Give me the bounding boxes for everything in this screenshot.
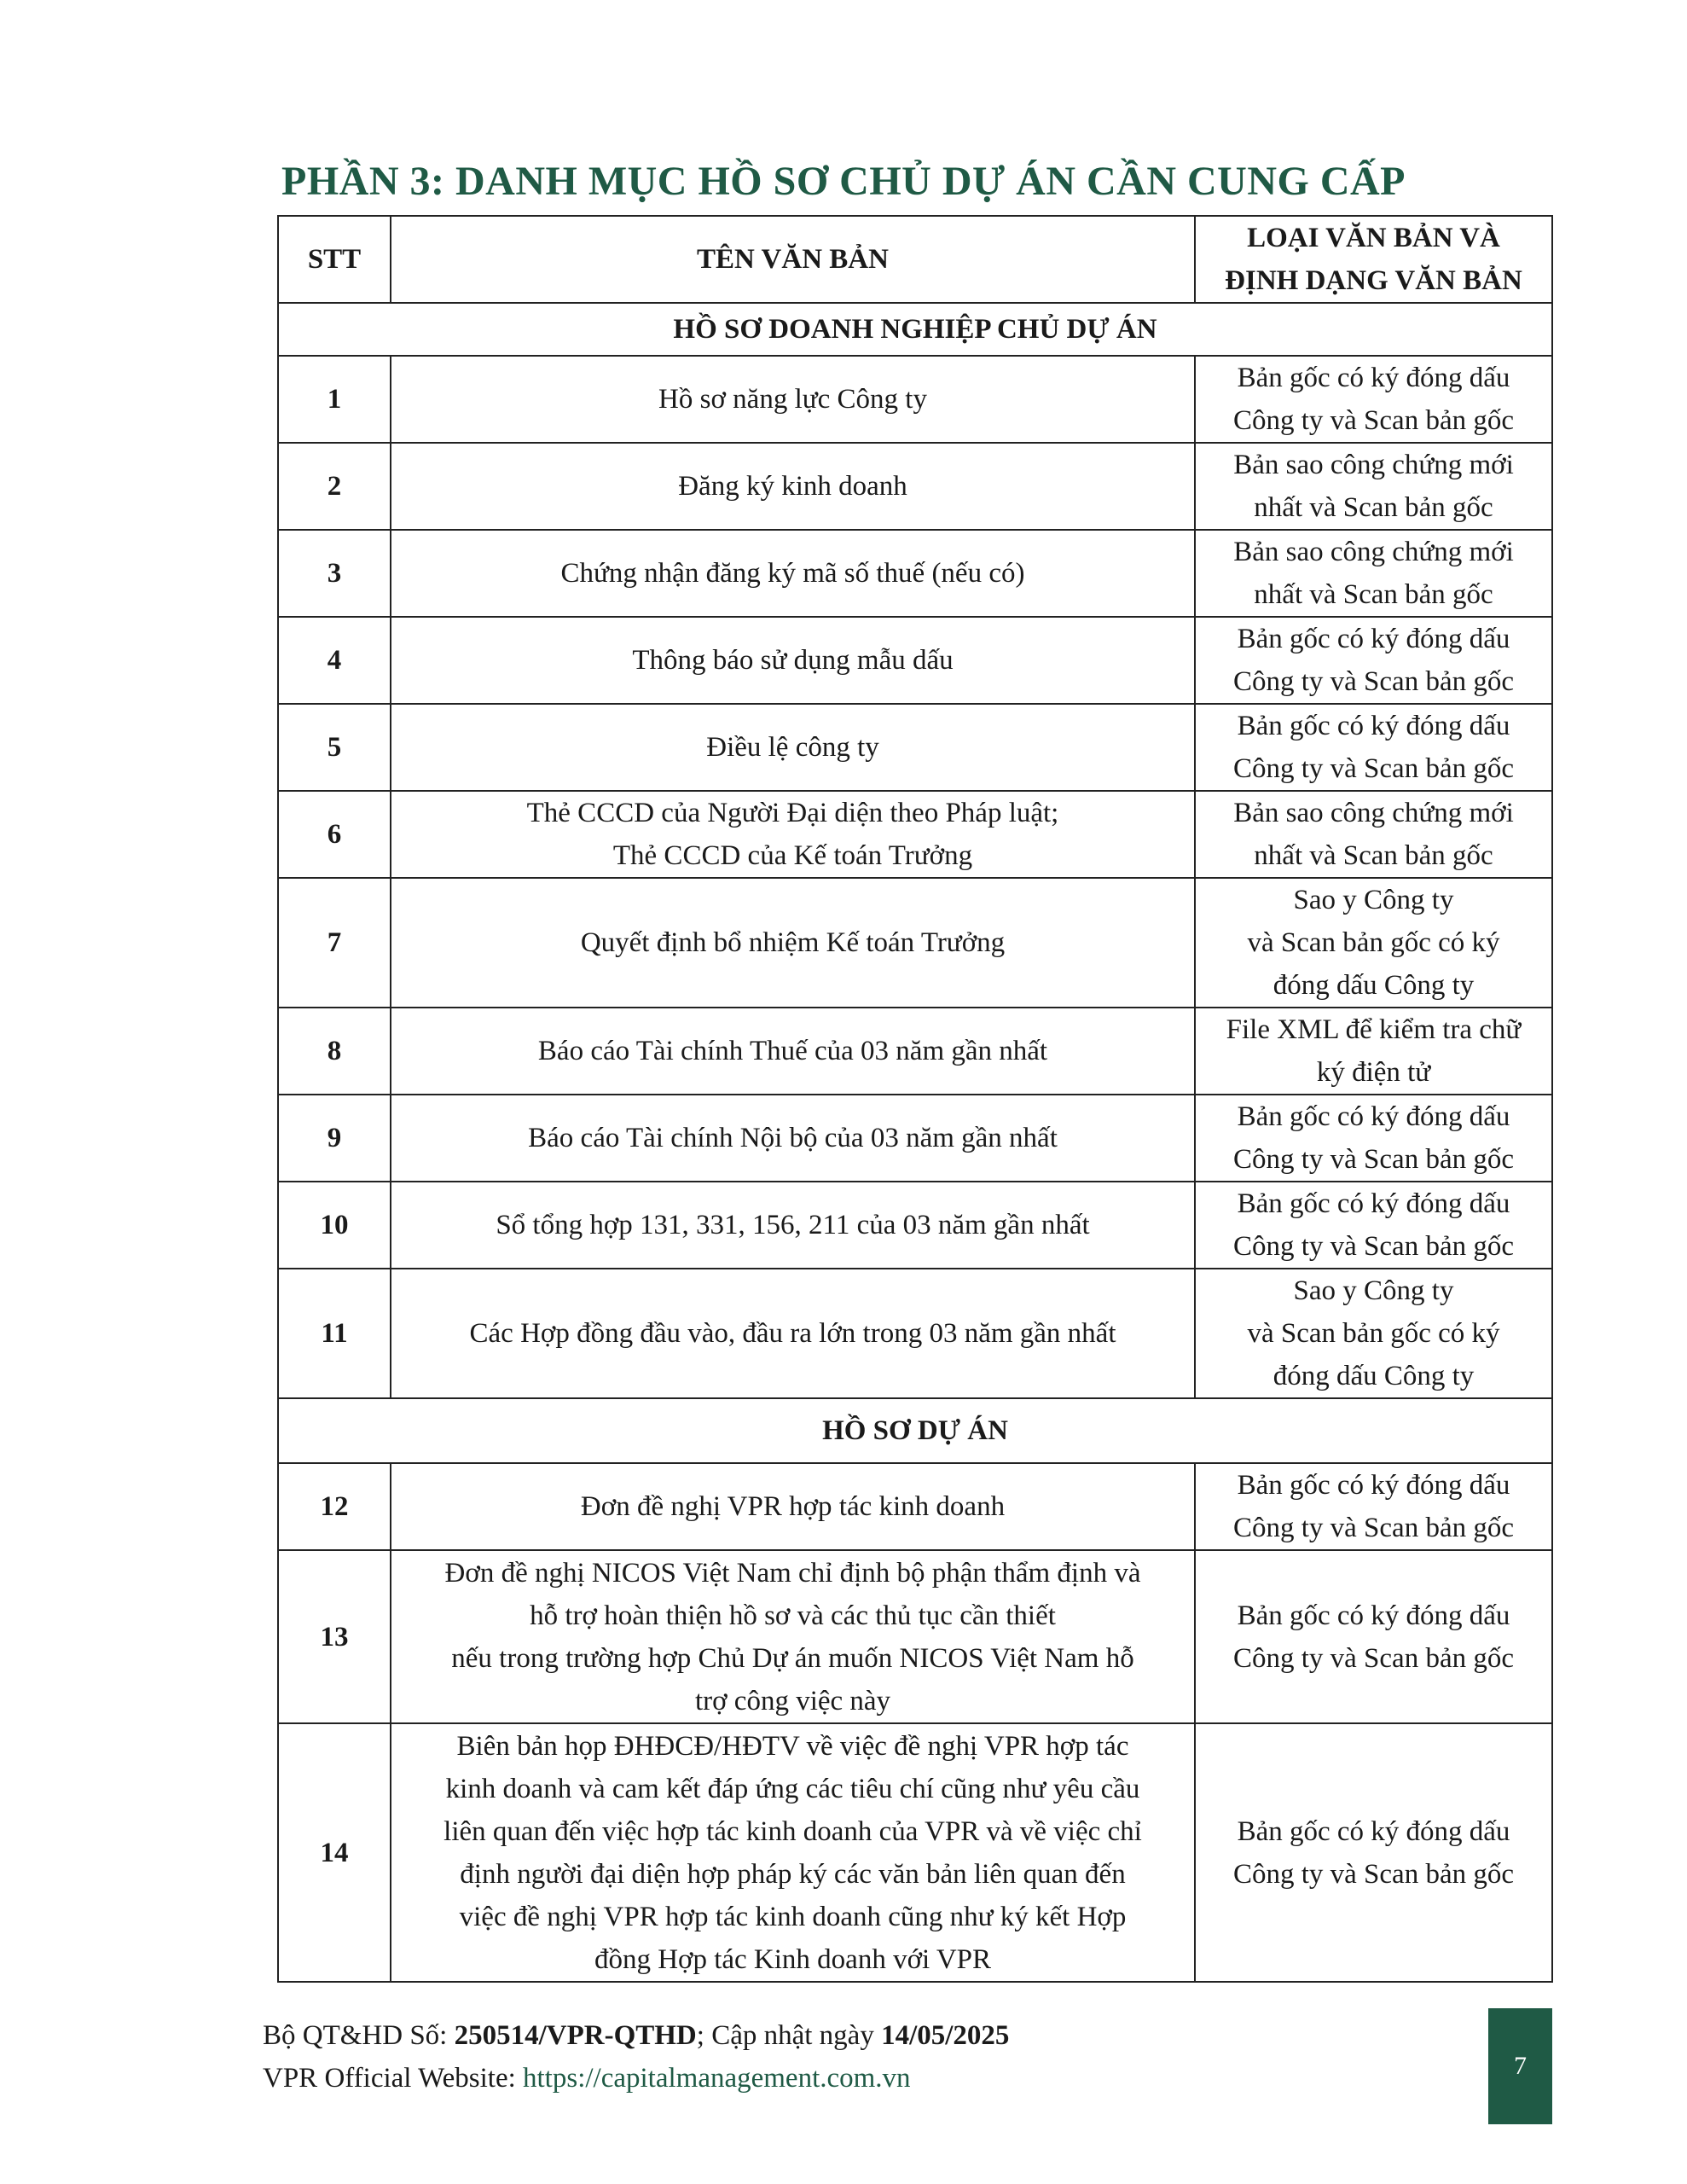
row-name: Sổ tổng hợp 131, 331, 156, 211 của 03 năm gần nhất <box>391 1182 1195 1269</box>
page-number: 7 <box>1488 2008 1552 2124</box>
table-row <box>278 1269 1552 1398</box>
header-type <box>1195 216 1552 303</box>
row-stt: 11 <box>278 1269 391 1398</box>
row-type: Sao y Công ty và Scan bản gốc có ký đóng dấu Công ty <box>1195 1269 1552 1398</box>
row-stt: 9 <box>278 1095 391 1182</box>
row-name: Báo cáo Tài chính Nội bộ của 03 năm gần nhất <box>391 1095 1195 1182</box>
row-type: Bản sao công chứng mới nhất và Scan bản gốc <box>1195 443 1552 530</box>
table-header-row <box>278 216 1552 303</box>
row-type: File XML để kiểm tra chữ ký điện tử <box>1195 1008 1552 1095</box>
row-stt: 12 <box>278 1463 391 1550</box>
row-type: Bản gốc có ký đóng dấu Công ty và Scan bản gốc <box>1195 1723 1552 1982</box>
footer-doc-info <box>263 2020 1009 2052</box>
row-type: Bản gốc có ký đóng dấu Công ty và Scan bản gốc <box>1195 704 1552 791</box>
row-stt: 8 <box>278 1008 391 1095</box>
table-row <box>278 1723 1552 1982</box>
table-row <box>278 1095 1552 1182</box>
document-table <box>277 215 1553 1983</box>
table-row <box>278 617 1552 704</box>
footer-date: 14/05/2025 <box>881 2020 1010 2051</box>
row-stt: 6 <box>278 791 391 878</box>
footer-website <box>263 2063 911 2094</box>
row-type: Bản gốc có ký đóng dấu Công ty và Scan bản gốc <box>1195 1095 1552 1182</box>
section-row <box>278 1398 1552 1463</box>
header-name: TÊN VĂN BẢN <box>391 216 1195 303</box>
footer-doc-number: 250514/VPR-QTHD <box>454 2020 697 2051</box>
row-name: Đơn đề nghị NICOS Việt Nam chỉ định bộ phận thẩm định và hỗ trợ hoàn thiện hồ sơ và các thủ tục cần thiết nếu trong trường hợp Chủ Dự án muốn NICOS Việt Nam hỗ trợ công việc này <box>391 1550 1195 1723</box>
row-name: Hồ sơ năng lực Công ty <box>391 356 1195 443</box>
row-name: Đơn đề nghị VPR hợp tác kinh doanh <box>391 1463 1195 1550</box>
row-stt: 2 <box>278 443 391 530</box>
row-name: Các Hợp đồng đầu vào, đầu ra lớn trong 03 năm gần nhất <box>391 1269 1195 1398</box>
header-type-line2: ĐỊNH DẠNG VĂN BẢN <box>1225 265 1522 296</box>
row-name: Đăng ký kinh doanh <box>391 443 1195 530</box>
row-name: Chứng nhận đăng ký mã số thuế (nếu có) <box>391 530 1195 617</box>
table-row <box>278 791 1552 878</box>
row-stt: 1 <box>278 356 391 443</box>
row-type: Bản gốc có ký đóng dấu Công ty và Scan bản gốc <box>1195 356 1552 443</box>
row-name: Thẻ CCCD của Người Đại diện theo Pháp luật; Thẻ CCCD của Kế toán Trưởng <box>391 791 1195 878</box>
table-row <box>278 1182 1552 1269</box>
row-type: Bản gốc có ký đóng dấu Công ty và Scan bản gốc <box>1195 1463 1552 1550</box>
footer-update-label: ; Cập nhật ngày <box>696 2020 882 2051</box>
row-name: Thông báo sử dụng mẫu dấu <box>391 617 1195 704</box>
table-row <box>278 1550 1552 1723</box>
row-stt: 10 <box>278 1182 391 1269</box>
row-type: Bản gốc có ký đóng dấu Công ty và Scan bản gốc <box>1195 1550 1552 1723</box>
table-row <box>278 530 1552 617</box>
table-row <box>278 356 1552 443</box>
section-title: HỒ SƠ DỰ ÁN <box>278 1398 1552 1463</box>
row-type: Bản sao công chứng mới nhất và Scan bản gốc <box>1195 791 1552 878</box>
row-type: Sao y Công ty và Scan bản gốc có ký đóng dấu Công ty <box>1195 878 1552 1008</box>
table-row <box>278 1008 1552 1095</box>
row-type: Bản gốc có ký đóng dấu Công ty và Scan bản gốc <box>1195 617 1552 704</box>
row-stt: 4 <box>278 617 391 704</box>
row-name: Biên bản họp ĐHĐCĐ/HĐTV về việc đề nghị VPR hợp tác kinh doanh và cam kết đáp ứng các tiêu chí cũng như yêu cầu liên quan đến việc hợp tác kinh doanh của VPR và về việc chỉ định người đại diện hợp pháp ký các văn bản liên quan đến việc đề nghị VPR hợp tác kinh doanh cũng như ký kết Hợp đồng Hợp tác Kinh doanh với VPR <box>391 1723 1195 1982</box>
website-link[interactable]: https://capitalmanagement.com.vn <box>523 2063 911 2094</box>
row-type: Bản gốc có ký đóng dấu Công ty và Scan bản gốc <box>1195 1182 1552 1269</box>
footer-doc-label: Bộ QT&HD Số: <box>263 2020 455 2051</box>
row-stt: 13 <box>278 1550 391 1723</box>
row-name: Quyết định bổ nhiệm Kế toán Trưởng <box>391 878 1195 1008</box>
row-stt: 3 <box>278 530 391 617</box>
footer-website-label: VPR Official Website: <box>263 2063 524 2094</box>
section-title: HỒ SƠ DOANH NGHIỆP CHỦ DỰ ÁN <box>278 303 1552 356</box>
table-row <box>278 704 1552 791</box>
header-type-line1: LOẠI VĂN BẢN VÀ <box>1247 223 1500 253</box>
row-stt: 5 <box>278 704 391 791</box>
table-row <box>278 1463 1552 1550</box>
table-row <box>278 878 1552 1008</box>
table-row <box>278 443 1552 530</box>
section-row <box>278 303 1552 356</box>
row-type: Bản sao công chứng mới nhất và Scan bản gốc <box>1195 530 1552 617</box>
header-stt: STT <box>278 216 391 303</box>
row-name: Báo cáo Tài chính Thuế của 03 năm gần nhất <box>391 1008 1195 1095</box>
row-stt: 7 <box>278 878 391 1008</box>
row-name: Điều lệ công ty <box>391 704 1195 791</box>
row-stt: 14 <box>278 1723 391 1982</box>
page-title: PHẦN 3: DANH MỤC HỒ SƠ CHỦ DỰ ÁN CẦN CUNG CẤP <box>281 159 1406 204</box>
